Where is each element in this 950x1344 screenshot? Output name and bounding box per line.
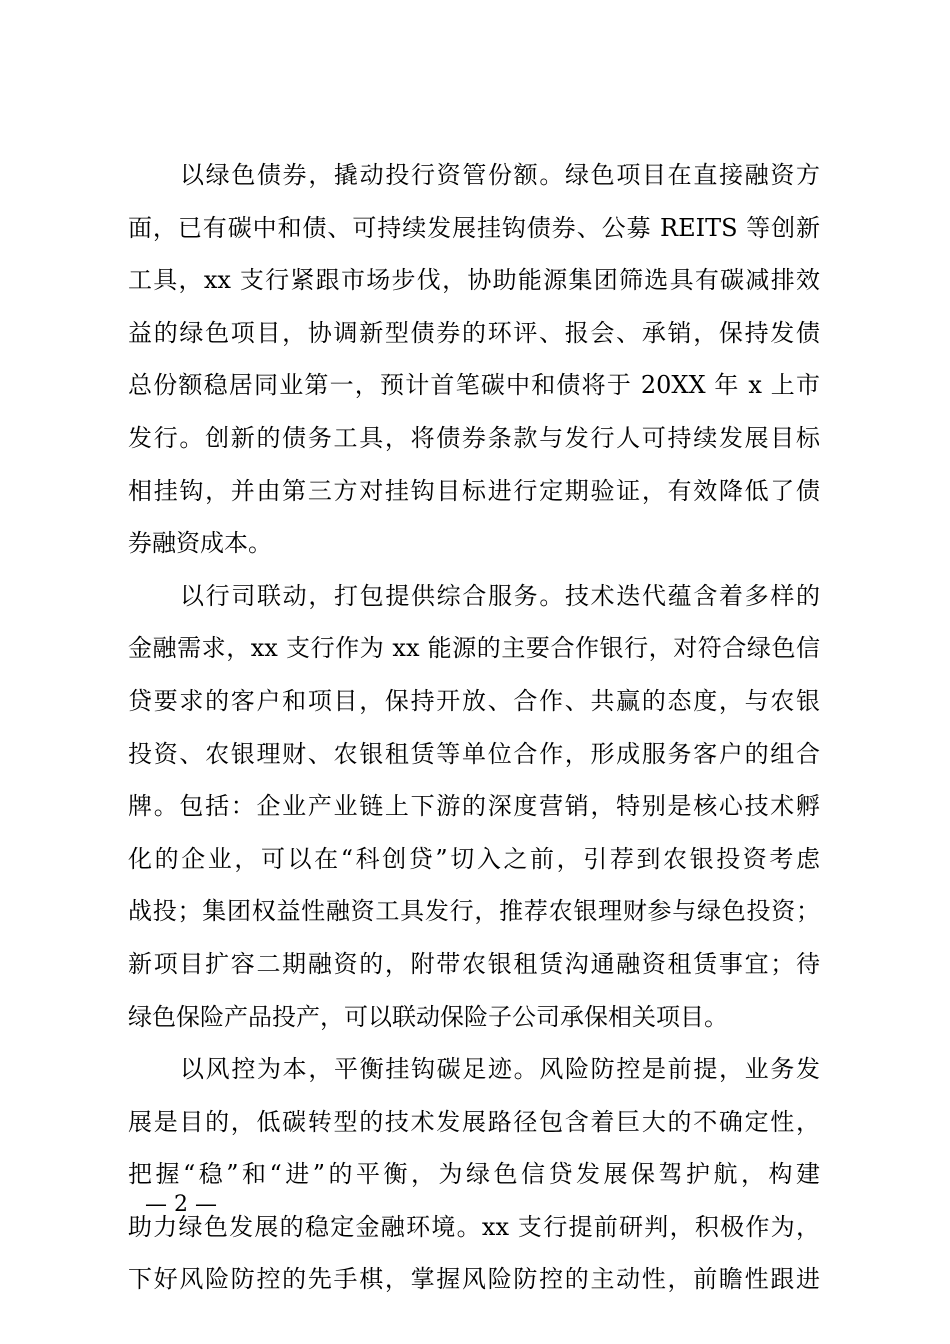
text-line: 以风控为本，平衡挂钩碳足迹。风险防控是前提，业务发 — [180, 1055, 820, 1084]
text-line: 以行司联动，打包提供综合服务。技术迭代蕴含着多样的 — [180, 581, 820, 610]
body-text — [128, 149, 820, 1306]
text-line: 绿色保险产品投产，可以联动保险子公司承保相关项目。 — [128, 1002, 728, 1031]
text-line: 相挂钩，并由第三方对挂钩目标进行定期验证，有效降低了债 — [128, 476, 820, 505]
text-line: 益的绿色项目，协调新型债券的环评、报会、承销，保持发债 — [128, 318, 820, 347]
text-line: 工具，xx 支行紧跟市场步伐，协助能源集团筛选具有碳减排效 — [128, 266, 820, 295]
text-line: 牌。包括：企业产业链上下游的深度营销，特别是核心技术孵 — [128, 792, 820, 821]
text-line: 助力绿色发展的稳定金融环境。xx 支行提前研判，积极作为， — [128, 1212, 820, 1241]
text-line: 券融资成本。 — [128, 529, 272, 558]
text-line: 化的企业，可以在“科创贷”切入之前，引荐到农银投资考虑 — [128, 844, 820, 873]
text-line: 金融需求，xx 支行作为 xx 能源的主要合作银行，对符合绿色信 — [128, 634, 820, 663]
text-line: 以绿色债券，撬动投行资管份额。绿色项目在直接融资方 — [180, 161, 820, 189]
text-line: 贷要求的客户和项目，保持开放、合作、共赢的态度，与农银 — [128, 686, 820, 715]
text-line: 投资、农银理财、农银租赁等单位合作，形成服务客户的组合 — [128, 739, 820, 768]
page-number: — 2 — — [145, 1192, 217, 1217]
text-line: 总份额稳居同业第一，预计首笔碳中和债将于 20XX 年 x 上市 — [128, 371, 820, 400]
text-line: 新项目扩容二期融资的，附带农银租赁沟通融资租赁事宜；待 — [128, 949, 820, 978]
text-line: 战投；集团权益性融资工具发行，推荐农银理财参与绿色投资； — [128, 897, 820, 926]
text-line: 发行。创新的债务工具，将债券条款与发行人可持续发展目标 — [128, 423, 820, 452]
text-line: 展是目的，低碳转型的技术发展路径包含着巨大的不确定性， — [128, 1107, 820, 1136]
text-line: 下好风险防控的先手棋，掌握风险防控的主动性，前瞻性跟进 — [128, 1265, 820, 1294]
text-line: 把握“稳”和“进”的平衡，为绿色信贷发展保驾护航，构建 — [128, 1160, 820, 1189]
text-line: 面，已有碳中和债、可持续发展挂钩债券、公募 REITS 等创新 — [128, 213, 820, 242]
